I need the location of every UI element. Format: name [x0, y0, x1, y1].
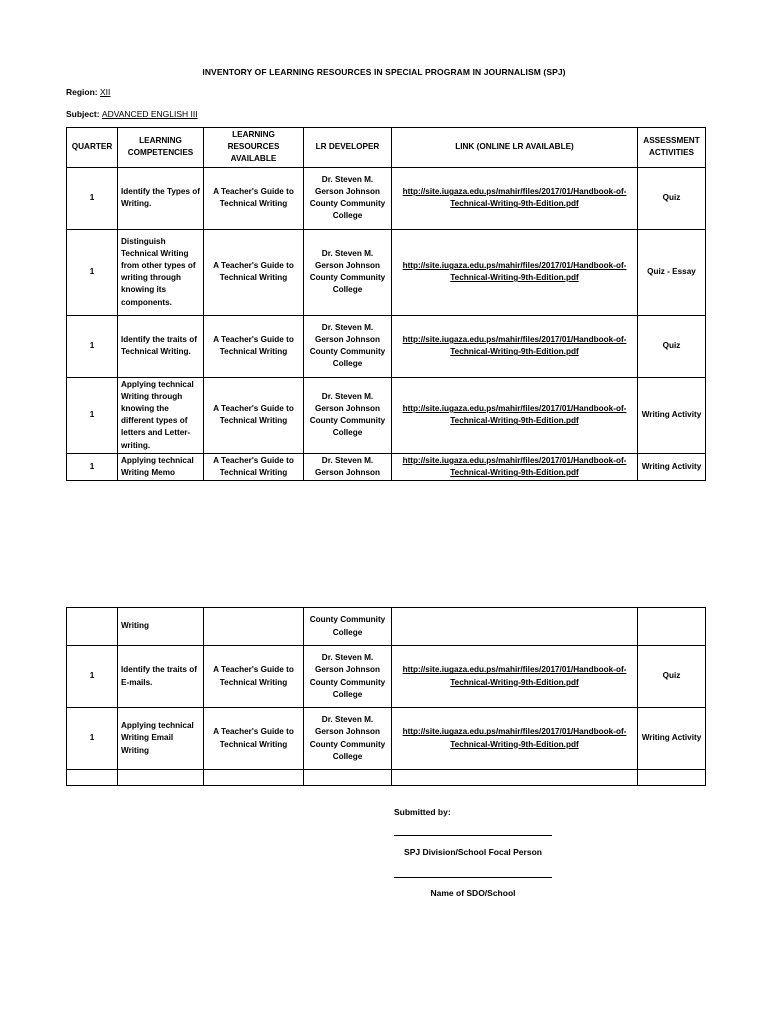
cell-link[interactable]: http://site.iugaza.edu.ps/mahir/files/2017/01/Handbook-of-Technical-Writing-9th-Edition.pdf: [392, 229, 638, 315]
cell-link[interactable]: [392, 608, 638, 646]
cell-quarter: 1: [67, 167, 118, 229]
cell-assessment: Quiz: [638, 167, 706, 229]
cell-quarter: 1: [67, 315, 118, 377]
subject-line: [66, 109, 198, 119]
cell-assessment: Quiz - Essay: [638, 229, 706, 315]
table-row: [67, 608, 706, 646]
cell-competency: Distinguish Technical Writing from other types of writing through knowing its components.: [118, 229, 204, 315]
cell-resource: A Teacher's Guide to Technical Writing: [204, 315, 304, 377]
signature-line: [394, 835, 552, 836]
cell-resource: A Teacher's Guide to Technical Writing: [204, 708, 304, 770]
submitted-by-label: Submitted by:: [394, 807, 451, 817]
cell-competency: Identify the traits of Technical Writing.: [118, 315, 204, 377]
cell-resource: A Teacher's Guide to Technical Writing: [204, 167, 304, 229]
table-row: [67, 770, 706, 786]
cell-developer: Dr. Steven M. Gerson Johnson County Community College: [304, 315, 392, 377]
cell-link[interactable]: http://site.iugaza.edu.ps/mahir/files/2017/01/Handbook-of-Technical-Writing-9th-Edition.pdf: [392, 315, 638, 377]
sdo-signature-line: [394, 877, 552, 878]
table-body: [67, 167, 706, 481]
cell-link[interactable]: [392, 770, 638, 786]
table-body-continued: [67, 608, 706, 786]
cell-link[interactable]: http://site.iugaza.edu.ps/mahir/files/2017/01/Handbook-of-Technical-Writing-9th-Edition.pdf: [392, 708, 638, 770]
table-row: [67, 229, 706, 315]
table-header-row: [67, 128, 706, 168]
table-row: [67, 377, 706, 453]
table-row: [67, 167, 706, 229]
cell-assessment: Quiz: [638, 315, 706, 377]
cell-competency: Identify the Types of Writing.: [118, 167, 204, 229]
cell-competency: Applying technical Writing through knowing the different types of letters and Letter-writing.: [118, 377, 204, 453]
focal-person-label: SPJ Division/School Focal Person: [404, 847, 542, 857]
cell-resource: [204, 608, 304, 646]
table-row: [67, 708, 706, 770]
cell-assessment: Quiz: [638, 646, 706, 708]
inventory-table: [66, 127, 706, 481]
table-row: [67, 315, 706, 377]
cell-quarter: 1: [67, 646, 118, 708]
cell-link[interactable]: http://site.iugaza.edu.ps/mahir/files/2017/01/Handbook-of-Technical-Writing-9th-Edition.pdf: [392, 453, 638, 480]
document-title: INVENTORY OF LEARNING RESOURCES IN SPECIAL PROGRAM IN JOURNALISM (SPJ): [202, 67, 566, 77]
cell-developer: [304, 770, 392, 786]
sdo-school-label: Name of SDO/School: [430, 888, 516, 898]
header-developer: LR DEVELOPER: [304, 128, 392, 168]
header-assessment: ASSESSMENT ACTIVITIES: [638, 128, 706, 168]
cell-competency: [118, 770, 204, 786]
table-row: [67, 646, 706, 708]
table-row: [67, 453, 706, 480]
subject-label: Subject:: [66, 109, 100, 119]
header-resources: LEARNING RESOURCES AVAILABLE: [204, 128, 304, 168]
inventory-table-continued: [66, 607, 706, 786]
cell-link[interactable]: http://site.iugaza.edu.ps/mahir/files/2017/01/Handbook-of-Technical-Writing-9th-Edition.pdf: [392, 167, 638, 229]
cell-developer: Dr. Steven M. Gerson Johnson County Community College: [304, 646, 392, 708]
cell-assessment: Writing Activity: [638, 453, 706, 480]
cell-competency: Identify the traits of E-mails.: [118, 646, 204, 708]
cell-quarter: 1: [67, 377, 118, 453]
region-line: [66, 87, 110, 97]
cell-developer: Dr. Steven M. Gerson Johnson: [304, 453, 392, 480]
cell-resource: A Teacher's Guide to Technical Writing: [204, 646, 304, 708]
cell-developer: Dr. Steven M. Gerson Johnson County Community College: [304, 167, 392, 229]
subject-value: ADVANCED ENGLISH III: [101, 109, 198, 119]
cell-developer: Dr. Steven M. Gerson Johnson County Community College: [304, 377, 392, 453]
cell-assessment: [638, 770, 706, 786]
cell-link[interactable]: http://site.iugaza.edu.ps/mahir/files/2017/01/Handbook-of-Technical-Writing-9th-Edition.pdf: [392, 646, 638, 708]
cell-resource: [204, 770, 304, 786]
cell-developer: County Community College: [304, 608, 392, 646]
cell-quarter: [67, 608, 118, 646]
cell-quarter: 1: [67, 708, 118, 770]
cell-assessment: Writing Activity: [638, 708, 706, 770]
header-competencies: LEARNING COMPETENCIES: [118, 128, 204, 168]
cell-link[interactable]: http://site.iugaza.edu.ps/mahir/files/2017/01/Handbook-of-Technical-Writing-9th-Edition.pdf: [392, 377, 638, 453]
header-link: LINK (ONLINE LR AVAILABLE): [392, 128, 638, 168]
cell-assessment: Writing Activity: [638, 377, 706, 453]
cell-resource: A Teacher's Guide to Technical Writing: [204, 377, 304, 453]
cell-assessment: [638, 608, 706, 646]
cell-competency: Applying technical Writing Memo: [118, 453, 204, 480]
cell-competency: Writing: [118, 608, 204, 646]
cell-quarter: [67, 770, 118, 786]
cell-developer: Dr. Steven M. Gerson Johnson County Community College: [304, 229, 392, 315]
cell-developer: Dr. Steven M. Gerson Johnson County Community College: [304, 708, 392, 770]
region-value: XII: [100, 87, 111, 97]
cell-competency: Applying technical Writing Email Writing: [118, 708, 204, 770]
cell-quarter: 1: [67, 453, 118, 480]
cell-quarter: 1: [67, 229, 118, 315]
cell-resource: A Teacher's Guide to Technical Writing: [204, 453, 304, 480]
header-quarter: QUARTER: [67, 128, 118, 168]
cell-resource: A Teacher's Guide to Technical Writing: [204, 229, 304, 315]
region-label: Region:: [66, 87, 98, 97]
